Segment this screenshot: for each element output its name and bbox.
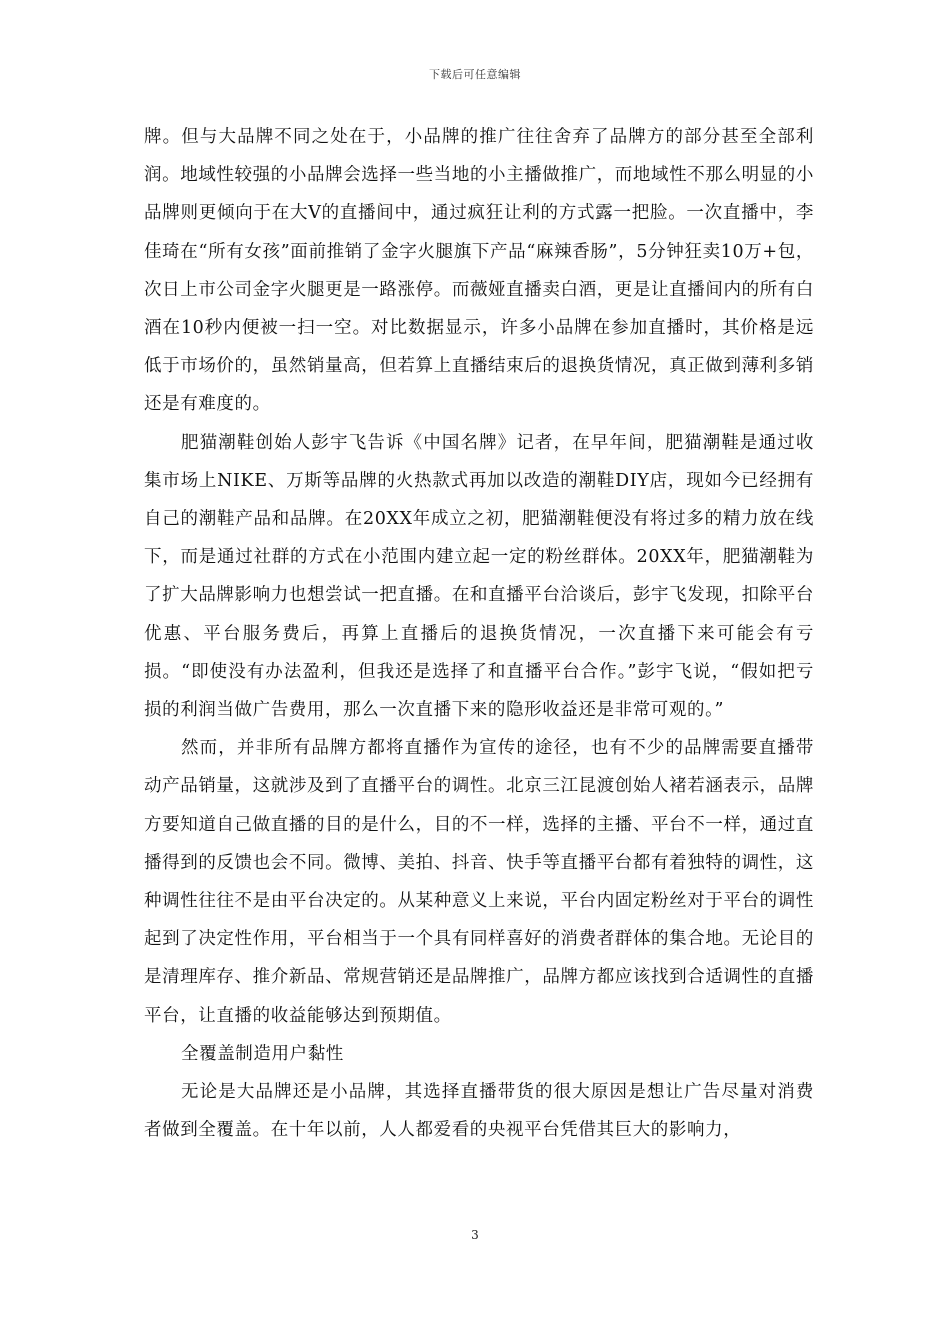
- page-header: 下载后可任意编辑: [429, 68, 521, 81]
- document-body: [144, 118, 814, 1149]
- page-number: 3: [471, 1228, 479, 1242]
- paragraph-platform-tone: 然而，并非所有品牌方都将直播作为宣传的途径，也有不少的品牌需要直播带动产品销量，这就涉及到了直播平台的调性。北京三江昆渡创始人褚若涵表示，品牌方要知道自己做直播的目的是什么，目的不一样，选择的主播、平台不一样，通过直播得到的反馈也会不同。微博、美拍、抖音、快手等直播平台都有着独特的调性，这种调性往往不是由平台决定的。从某种意义上来说，平台内固定粉丝对于平台的调性起到了决定性作用，平台相当于一个具有同样喜好的消费者群体的集合地。无论目的是清理库存、推介新品、常规营销还是品牌推广，品牌方都应该找到合适调性的直播平台，让直播的收益能够达到预期值。: [144, 738, 814, 1026]
- section-heading: 全覆盖制造用户黏性: [181, 1043, 344, 1064]
- paragraph-full-coverage: 无论是大品牌还是小品牌，其选择直播带货的很大原因是想让广告尽量对消费者做到全覆盖。在十年以前，人人都爱看的央视平台凭借其巨大的影响力，: [144, 1082, 814, 1141]
- paragraph-continuation: 牌。但与大品牌不同之处在于，小品牌的推广往往舍弃了品牌方的部分甚至全部利润。地域性较强的小品牌会选择一些当地的小主播做推广，而地域性不那么明显的小品牌则更倾向于在大V的直播间中，通过疯狂让利的方式露一把脸。一次直播中，李佳琦在“所有女孩”面前推销了金字火腿旗下产品“麻辣香肠”，5分钟狂卖10万+包，次日上市公司金字火腿更是一路涨停。而薇娅直播卖白酒，更是让直播间内的所有白酒在10秒内便被一扫一空。对比数据显示，许多小品牌在参加直播时，其价格是远低于市场价的，虽然销量高，但若算上直播结束后的退换货情况，真正做到薄利多销还是有难度的。: [144, 127, 814, 415]
- paragraph-feimao: 肥猫潮鞋创始人彭宇飞告诉《中国名牌》记者，在早年间，肥猫潮鞋是通过收集市场上NIKE、万斯等品牌的火热款式再加以改造的潮鞋DIY店，现如今已经拥有自己的潮鞋产品和品牌。在20XX年成立之初，肥猫潮鞋便没有将过多的精力放在线下，而是通过社群的方式在小范围内建立起一定的粉丝群体。20XX年，肥猫潮鞋为了扩大品牌影响力也想尝试一把直播。在和直播平台洽谈后，彭宇飞发现，扣除平台优惠、平台服务费后，再算上直播后的退换货情况，一次直播下来可能会有亏损。“即使没有办法盈利，但我还是选择了和直播平台合作。”彭宇飞说，“假如把亏损的利润当做广告费用，那么一次直播下来的隐形收益还是非常可观的。”: [144, 432, 814, 721]
